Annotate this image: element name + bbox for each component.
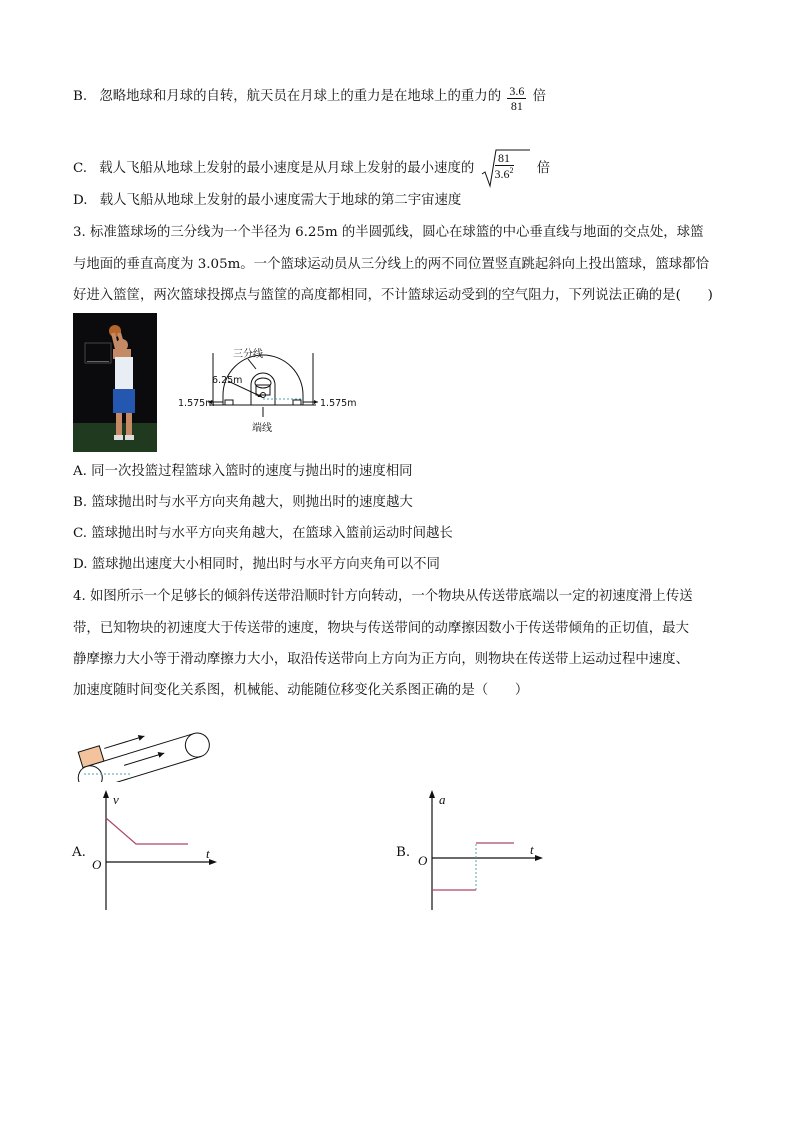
option-b-numerator: 3.6 [509, 84, 525, 98]
basketball-player-icon [73, 313, 157, 452]
option-c-suffix: 倍 [536, 161, 551, 176]
q4-line-1: 4. 如图所示一个足够长的倾斜传送带沿顺时针方向转动，一个物块从传送带底端以一定的初速度滑上传送 [73, 589, 693, 604]
option-c [73, 148, 550, 188]
option-d-text: 载人飞船从地球上发射的最小速度需大于地球的第二宇宙速度 [99, 193, 462, 208]
option-b-denominator: 81 [510, 99, 523, 113]
graph-a-letter: A. [72, 845, 86, 860]
conveyor-belt-diagram [70, 716, 210, 782]
graph-a-x-label: t [206, 846, 210, 861]
label-left-distance: 1.575m [178, 398, 215, 409]
option-c-numerator: 81 [495, 152, 514, 166]
basketball-player-photo [73, 313, 157, 452]
option-b-text: 忽略地球和月球的自转，航天员在月球上的重力是在地球上的重力的 [99, 89, 502, 104]
q3-option-d: D. 篮球抛出速度大小相同时，抛出时与水平方向夹角可以不同 [73, 557, 440, 572]
q4-line-4: 加速度随时间变化关系图，机械能、动能随位移变化关系图正确的是（ ） [73, 683, 529, 698]
q4-line-2: 带，已知物块的初速度大于传送带的速度，物块与传送带间的动摩擦因数小于传送带倾角的正切值，最大 [73, 621, 689, 636]
graph-b-y-label: a [439, 792, 446, 807]
option-c-radical [481, 148, 531, 188]
q3-line-3: 好进入篮筐，两次篮球投掷点与篮筐的高度都相同，不计篮球运动受到的空气阻力，下列说法正确的是( ) [73, 288, 713, 303]
label-endline: 端线 [252, 423, 272, 434]
label-right-distance: 1.575m [320, 398, 357, 409]
q3-line-1: 3. 标准篮球场的三分线为一个半径为 6.25m 的半圆弧线，圆心在球篮的中心垂直线与地面的交点处，球篮 [73, 225, 704, 240]
option-c-fraction [495, 152, 514, 180]
graph-b-letter: B. [396, 845, 411, 860]
court-diagram [178, 345, 368, 437]
q3-option-c: C. 篮球抛出时与水平方向夹角越大，在篮球入篮前运动时间越长 [73, 526, 453, 541]
label-three-point-line: 三分线 [233, 349, 263, 360]
graph-b-acceleration [414, 788, 544, 912]
option-c-den-exp: 2 [509, 166, 514, 175]
option-c-letter: C. [73, 161, 88, 176]
option-c-denominator [495, 166, 514, 180]
label-radius: 6.25m [212, 375, 243, 386]
option-c-den-base: 3.6 [494, 167, 510, 181]
option-b-fraction [507, 85, 526, 112]
q3-option-a: A. 同一次投篮过程篮球入篮时的速度与抛出时的速度相同 [73, 464, 413, 479]
q3-option-b: B. 篮球抛出时与水平方向夹角越大，则抛出时的速度越大 [73, 495, 413, 510]
graph-a-velocity [88, 788, 218, 912]
graph-a-origin: O [92, 857, 102, 872]
option-d [73, 194, 461, 207]
graph-a-y-label: v [113, 792, 119, 807]
option-d-letter: D. [73, 193, 88, 208]
option-c-text: 载人飞船从地球上发射的最小速度是从月球上发射的最小速度的 [99, 161, 475, 176]
q4-line-3: 静摩擦力大小等于滑动摩擦力大小，取沿传送带向上方向为正方向，则物块在传送带上运动过程中速度、 [73, 652, 689, 667]
graph-b-origin: O [418, 853, 428, 868]
option-b-letter: B. [73, 89, 88, 104]
option-b [73, 85, 546, 112]
graph-b-x-label: t [530, 842, 534, 857]
option-b-suffix: 倍 [532, 89, 547, 104]
q3-line-2: 与地面的垂直高度为 3.05m。一个篮球运动员从三分线上的两不同位置竖直跳起斜向上投出篮球，篮球都恰 [73, 257, 709, 272]
